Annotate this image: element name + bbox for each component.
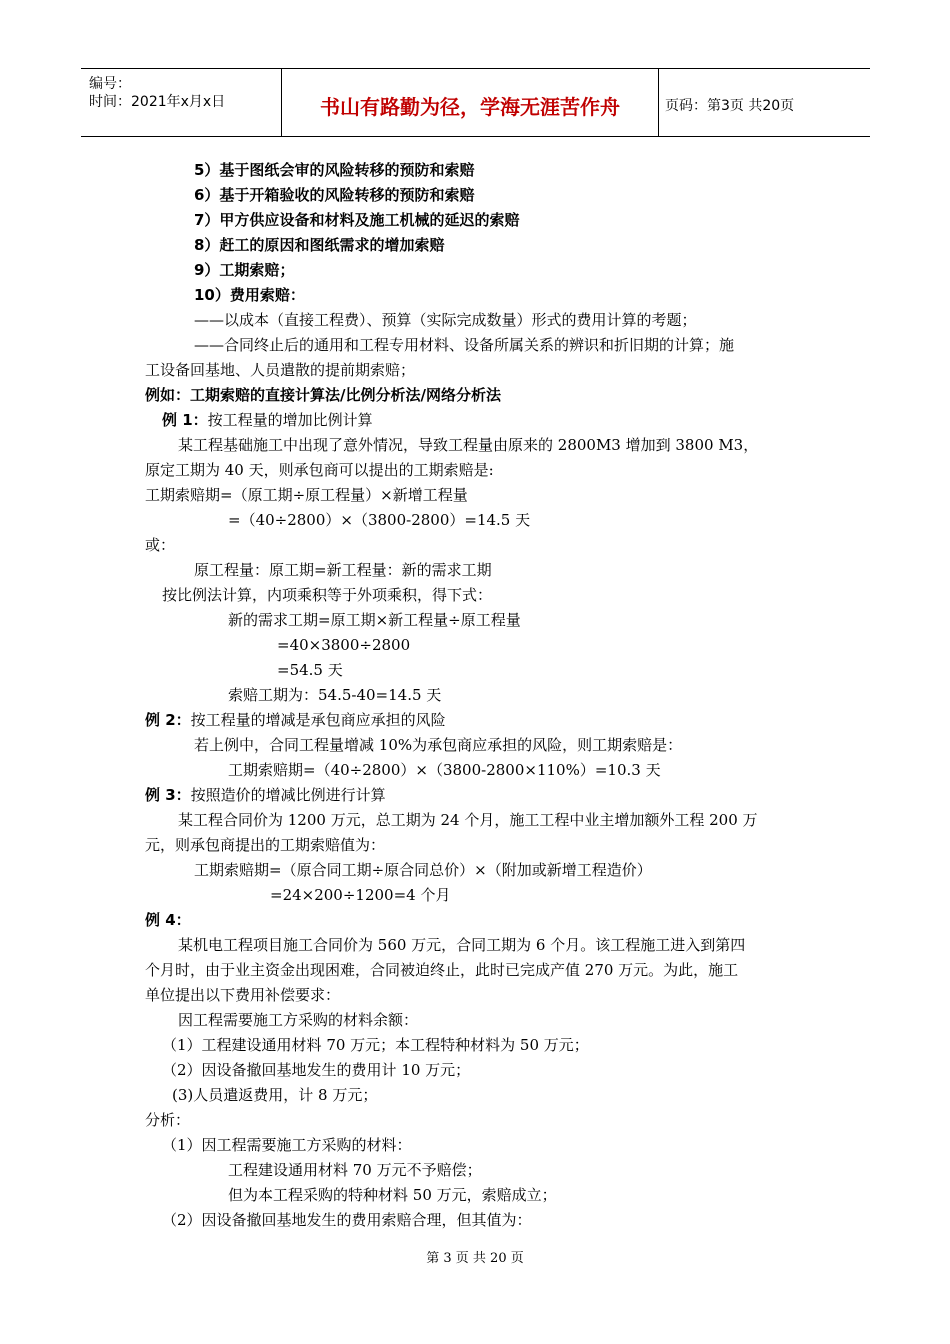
text-line: 工设备回基地、人员遣散的提前期索赔； (145, 361, 416, 379)
example-2-heading (145, 710, 446, 730)
page-header (81, 68, 870, 137)
formula-line: 工期索赔期=（原工期÷原工程量）×新增工程量 (145, 486, 468, 504)
example-2-label: 例 2： (145, 711, 191, 729)
text-line: 元，则承包商提出的工期索赔值为： (145, 836, 386, 854)
example-1-label: 例 1： (162, 411, 208, 429)
item-10: 10）费用索赔： (194, 286, 305, 304)
item-9: 9）工期索赔； (194, 261, 295, 279)
text-line: 分析： (145, 1111, 191, 1129)
header-page-cell (659, 69, 870, 136)
formula-line: 索赔工期为：54.5-40=14.5 天 (228, 686, 442, 704)
text-line: ——合同终止后的通用和工程专用材料、设备所属关系的辨识和折旧期的计算；施 (194, 336, 735, 354)
text-line: ——以成本（直接工程费）、预算（实际完成数量）形式的费用计算的考题； (194, 311, 697, 329)
item-6: 6）基于开箱验收的风险转移的预防和索赔 (194, 186, 475, 204)
example-2-title: 按工程量的增减是承包商应承担的风险 (190, 711, 446, 729)
motto: 书山有路勤为径，学海无涯苦作舟 (320, 95, 620, 119)
formula-line: 新的需求工期=原工期×新工程量÷原工程量 (228, 611, 521, 629)
formula-line: =54.5 天 (277, 661, 343, 679)
text-line: 单位提出以下费用补偿要求： (145, 986, 341, 1004)
text-line: 原工程量：原工期=新工程量：新的需求工期 (194, 561, 492, 579)
formula-line: 工期索赔期=（40÷2800）×（3800-2800×110%）=10.3 天 (228, 761, 661, 779)
list-item: （2）因设备撤回基地发生的费用计 10 万元； (162, 1061, 471, 1079)
text-line: 个月时，由于业主资金出现困难，合同被迫终止，此时已完成产值 270 万元。为此，施工 (145, 961, 739, 979)
header-meta-cell (81, 69, 282, 136)
page-info: 页码：第3页 共20页 (665, 98, 795, 114)
example-4-heading: 例 4： (145, 911, 191, 929)
item-7: 7）甲方供应设备和材料及施工机械的延迟的索赔 (194, 211, 520, 229)
code-label: 编号： (89, 76, 131, 92)
text-line: 某工程合同价为 1200 万元，总工期为 24 个月，施工工程中业主增加额外工程 200 万 (178, 811, 758, 829)
time-label: 时间：2021年x月x日 (89, 94, 226, 110)
text-line: 或： (145, 536, 176, 554)
example-1-title: 按工程量的增加比例计算 (207, 411, 373, 429)
formula-line: =40×3800÷2800 (277, 636, 411, 654)
text-line: 某工程基础施工中出现了意外情况，导致工程量由原来的 2800M3 增加到 3800 M3， (178, 436, 759, 454)
page-footer: 第 3 页 共 20 页 (426, 1251, 524, 1266)
text-line: 工程建设通用材料 70 万元不予赔偿； (228, 1161, 482, 1179)
text-line: 若上例中，合同工程量增减 10%为承包商应承担的风险，则工期索赔是： (194, 736, 683, 754)
text-line: 但为本工程采购的特种材料 50 万元，索赔成立； (228, 1186, 557, 1204)
list-item: （2）因设备撤回基地发生的费用索赔合理，但其值为： (162, 1211, 532, 1229)
text-line: 某机电工程项目施工合同价为 560 万元，合同工期为 6 个月。该工程施工进入到第四 (178, 936, 746, 954)
text-line: 原定工期为 40 天，则承包商可以提出的工期索赔是: (145, 461, 494, 479)
example-1-heading (162, 410, 373, 430)
header-motto-cell (282, 69, 659, 136)
example-3-label: 例 3： (145, 786, 191, 804)
item-5: 5）基于图纸会审的风险转移的预防和索赔 (194, 161, 475, 179)
section-heading: 例如：工期索赔的直接计算法/比例分析法/网络分析法 (145, 386, 501, 404)
list-item: (3)人员遣返费用，计 8 万元； (172, 1086, 378, 1104)
formula-line: =24×200÷1200=4 个月 (270, 886, 451, 904)
example-3-title: 按照造价的增减比例进行计算 (190, 786, 386, 804)
list-item: （1）工程建设通用材料 70 万元；本工程特种材料为 50 万元； (162, 1036, 589, 1054)
text-line: 按比例法计算，内项乘积等于外项乘积，得下式： (162, 586, 493, 604)
formula-line: =（40÷2800）×（3800-2800）=14.5 天 (228, 511, 531, 529)
list-item: （1）因工程需要施工方采购的材料： (162, 1136, 412, 1154)
formula-line: 工期索赔期=（原合同工期÷原合同总价）×（附加或新增工程造价） (194, 861, 652, 879)
example-3-heading (145, 785, 386, 805)
text-line: 因工程需要施工方采购的材料余额： (178, 1011, 419, 1029)
item-8: 8）赶工的原因和图纸需求的增加索赔 (194, 236, 445, 254)
